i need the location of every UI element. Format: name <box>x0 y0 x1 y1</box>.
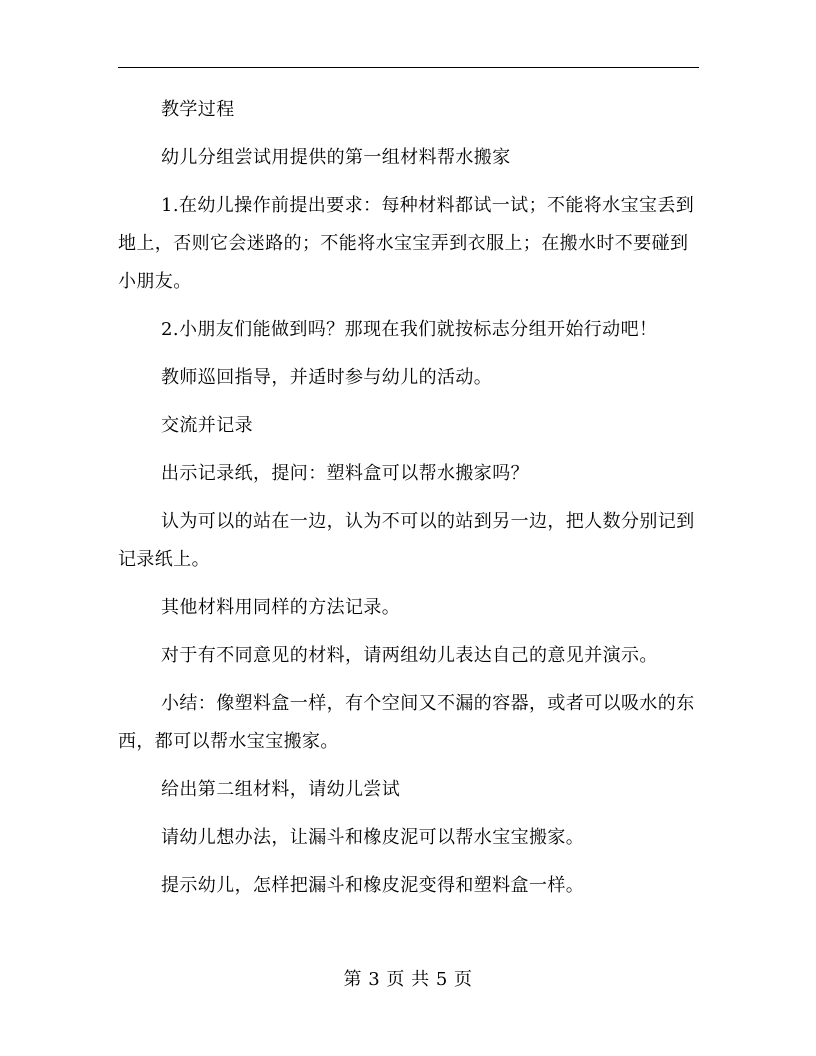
paragraph-group-trial: 幼儿分组尝试用提供的第一组材料帮水搬家 <box>161 147 511 168</box>
paragraph-hint: 提示幼儿，怎样把漏斗和橡皮泥变得和塑料盒一样。 <box>161 875 585 896</box>
paragraph-heading-teaching-process: 教学过程 <box>161 99 235 120</box>
paragraph-requirements: 1.在幼儿操作前提出要求：每种材料都试一试；不能将水宝宝丢到地上，否则它会迷路的；不能将水宝宝弄到衣服上；在搬水时不要碰到小朋友。 <box>118 195 695 292</box>
paragraph-teacher-guidance: 教师巡回指导，并适时参与幼儿的活动。 <box>161 367 493 388</box>
paragraph-heading-exchange: 交流并记录 <box>161 415 253 436</box>
paragraph-second-group: 给出第二组材料，请幼儿尝试 <box>161 779 401 800</box>
paragraph-think-method: 请幼儿想办法，让漏斗和橡皮泥可以帮水宝宝搬家。 <box>161 827 585 848</box>
document-body <box>118 91 699 915</box>
paragraph-other-materials: 其他材料用同样的方法记录。 <box>161 597 401 618</box>
paragraph-start-action: 2.小朋友们能做到吗？那现在我们就按标志分组开始行动吧！ <box>161 319 658 340</box>
paragraph-show-record-paper: 出示记录纸，提问：塑料盒可以帮水搬家吗？ <box>161 463 529 484</box>
header-rule <box>118 67 699 68</box>
paragraph-summary: 小结：像塑料盒一样，有个空间又不漏的容器，或者可以吸水的东西，都可以帮水宝宝搬家。 <box>118 693 695 752</box>
paragraph-different-opinions: 对于有不同意见的材料，请两组幼儿表达自己的意见并演示。 <box>161 645 658 666</box>
paragraph-stand-sides: 认为可以的站在一边，认为不可以的站到另一边，把人数分别记到记录纸上。 <box>118 511 695 570</box>
page-number-footer: 第 3 页 共 5 页 <box>343 969 473 990</box>
